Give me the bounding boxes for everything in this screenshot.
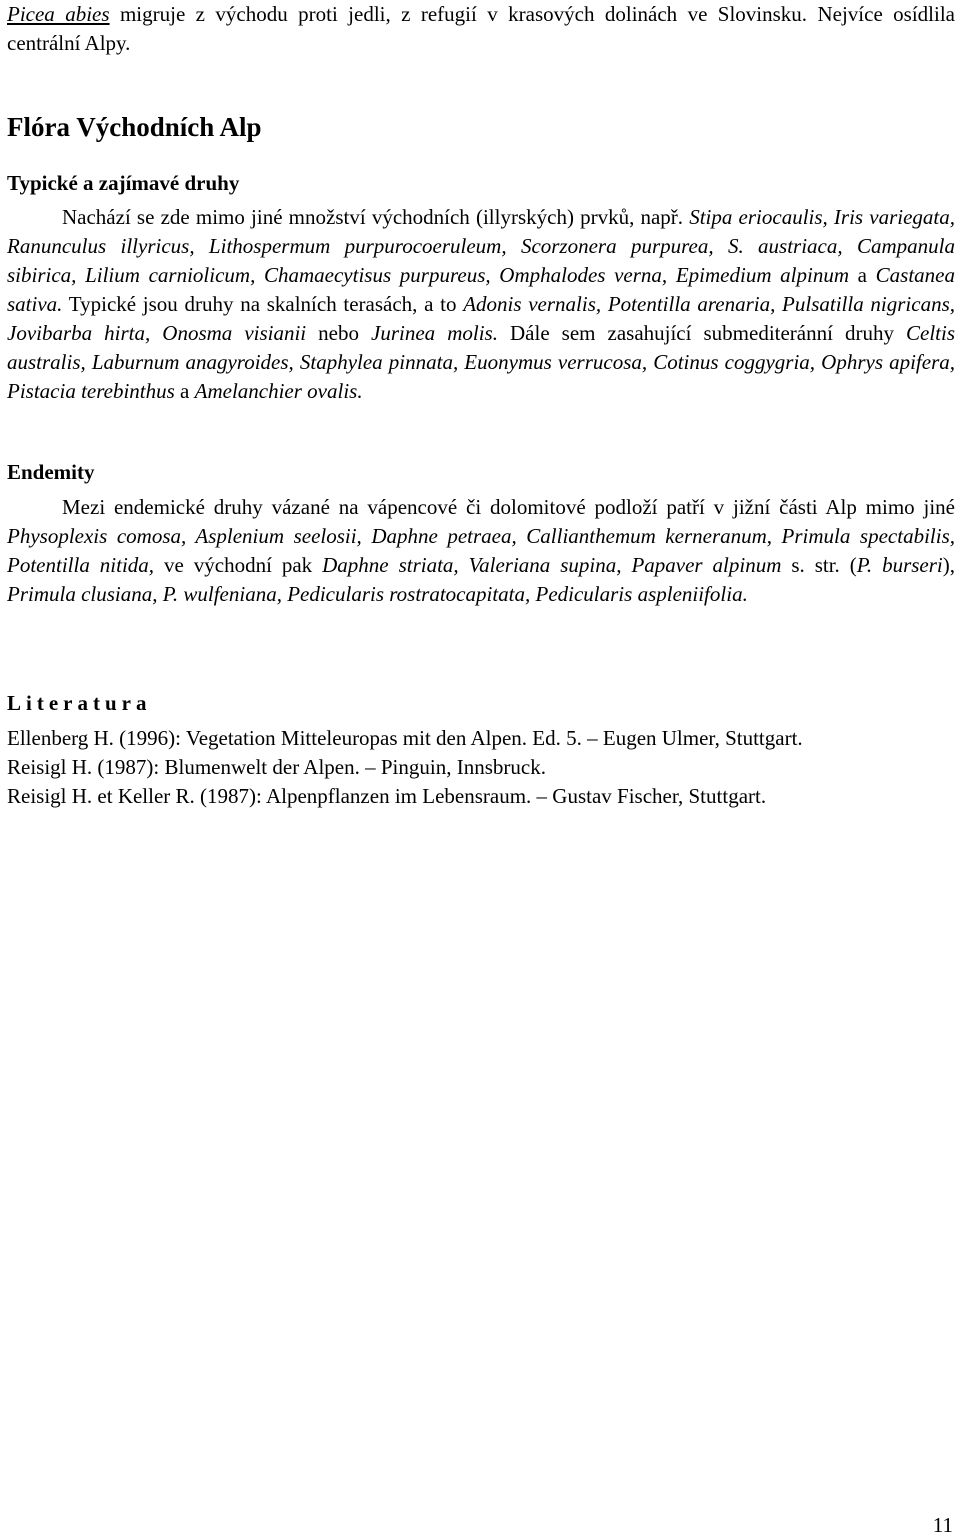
endemity-paragraph (7, 493, 955, 609)
reference-item: Ellenberg H. (1996): Vegetation Mitteleuropas mit den Alpen. Ed. 5. – Eugen Ulmer, Stuttgart. (7, 726, 803, 750)
endemity-text-1: Mezi endemické druhy vázané na vápencové či dolomitové podloží patří v jižní části Alp mimo jiné (62, 495, 955, 519)
typical-heading: Typické a zajímavé druhy (7, 171, 240, 195)
endemity-species-1: Physoplexis comosa, Asplenium seelosii, Daphne petraea, Callianthemum kerneranum, Primula spectabilis, Potentilla nitida, (7, 524, 955, 577)
literature-heading: Literatura (7, 691, 152, 715)
endemity-text-4: ), (942, 553, 956, 577)
endemity-species-2: Daphne striata, Valeriana supina, Papaver alpinum (322, 553, 782, 577)
typical-text-1: Nachází se zde mimo jiné množství východních (illyrských) prvků, např. (62, 205, 690, 229)
typical-species-2: Castanea sativa. (7, 263, 955, 316)
typical-text-3: Typické jsou druhy na skalních terasách, a to (62, 292, 464, 316)
species-link[interactable]: Picea abies (7, 2, 110, 26)
endemity-species-3: P. burseri (856, 553, 943, 577)
reference-item: Reisigl H. et Keller R. (1987): Alpenpflanzen im Lebensraum. – Gustav Fischer, Stuttgart. (7, 784, 767, 808)
typical-text-2: a (849, 263, 876, 287)
typical-paragraph (7, 203, 955, 406)
typical-text-4: nebo (306, 321, 372, 345)
endemity-species-4: Primula clusiana, P. wulfeniana, Pedicularis rostratocapitata, Pedicularis aspleniifolia. (7, 582, 748, 606)
typical-text-6: a (174, 379, 195, 403)
section-title: Flóra Východních Alp (7, 112, 262, 142)
intro-paragraph (7, 0, 955, 58)
intro-text: migruje z východu proti jedli, z refugií v krasových dolinách ve Slovinsku. Nejvíce osídlila centrální Alpy. (7, 2, 955, 55)
typical-species-1: Stipa eriocaulis, Iris variegata, Ranunculus illyricus, Lithospermum purpurocoeruleum, Scorzonera purpurea, S. austriaca, Campanula sibirica, Lilium carniolicum, Chamaecytisus purpureus, Omphalodes verna, Epimedium alpinum (7, 205, 955, 287)
typical-species-6: Amelanchier ovalis. (194, 379, 363, 403)
typical-species-4: Jurinea molis. (371, 321, 498, 345)
endemity-heading: Endemity (7, 460, 95, 484)
typical-species-5: Celtis australis, Laburnum anagyroides, Staphylea pinnata, Euonymus verrucosa, Cotinus coggygria, Ophrys apifera, Pistacia terebinthus (7, 321, 956, 403)
endemity-text-3: s. str. ( (781, 553, 857, 577)
endemity-text-2: ve východní pak (154, 553, 323, 577)
reference-list (7, 724, 955, 811)
typical-text-5: Dále sem zasahující submediteránní druhy (497, 321, 906, 345)
typical-species-3: Adonis vernalis, Potentilla arenaria, Pulsatilla nigricans, Jovibarba hirta, Onosma visianii (7, 292, 956, 345)
page-number: 11 (932, 1513, 953, 1537)
reference-item: Reisigl H. (1987): Blumenwelt der Alpen. – Pinguin, Innsbruck. (7, 755, 546, 779)
